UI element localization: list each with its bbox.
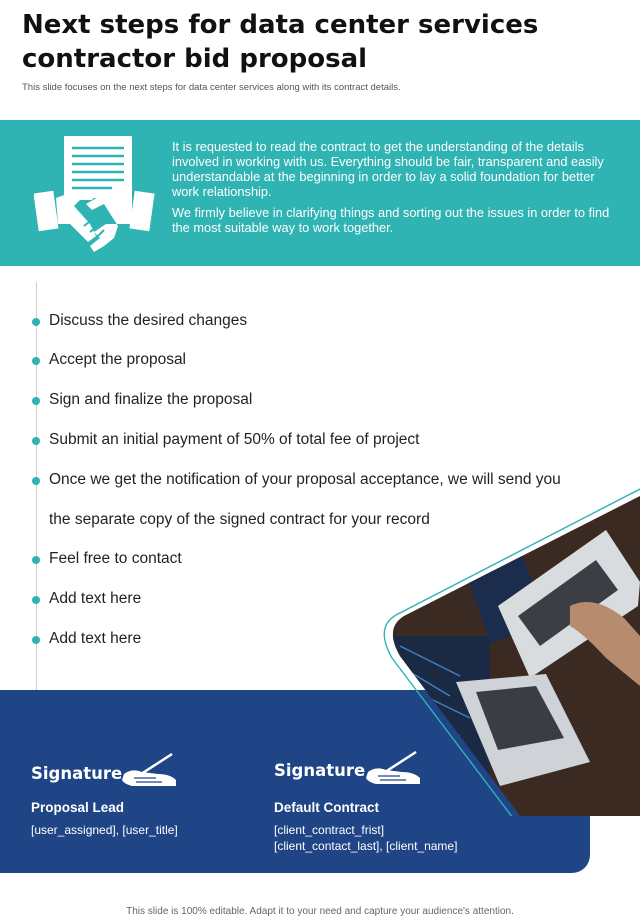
page-subtitle: This slide focuses on the next steps for data center services along with its contract details. <box>22 82 401 93</box>
contract-handshake-icon <box>34 134 156 256</box>
footer-note: This slide is 100% editable. Adapt it to your need and capture your audience's attention. <box>126 906 514 917</box>
step-text: Sign and finalize the proposal <box>49 391 253 408</box>
signer-role: Default Contract <box>274 800 380 815</box>
banner-text <box>172 139 616 241</box>
step-text: Feel free to contact <box>49 550 182 567</box>
step-text: Once we get the notification of your proposal acceptance, we will send you <box>49 471 561 488</box>
bullet-dot <box>32 437 40 445</box>
signer-name: [client_contact_last], [client_name] <box>274 839 458 853</box>
bullet-dot <box>32 357 40 365</box>
step-text: Add text here <box>49 590 142 607</box>
bullet-dot <box>32 636 40 644</box>
signer-name: [client_contract_frist] <box>274 823 385 837</box>
step-text-continued: the separate copy of the signed contract for your record <box>49 511 430 528</box>
signer-name: [user_assigned], [user_title] <box>31 823 178 837</box>
bullet-dot <box>32 318 40 326</box>
bullet-dot <box>32 397 40 405</box>
laptop-photo-image <box>380 486 640 816</box>
intro-banner <box>0 120 640 266</box>
step-text: Discuss the desired changes <box>49 312 248 329</box>
bullet-dot <box>32 477 40 485</box>
signer-role: Proposal Lead <box>31 800 125 815</box>
bullet-dot <box>32 596 40 604</box>
signing-hand-icon <box>118 752 180 788</box>
bullet-dot <box>32 556 40 564</box>
laptop-photo <box>380 486 640 816</box>
timeline-line <box>36 282 37 690</box>
signature-heading: Signature <box>31 764 123 783</box>
step-text: Submit an initial payment of 50% of total fee of project <box>49 431 420 448</box>
banner-paragraph: It is requested to read the contract to get the understanding of the details involved in working with us. Everything should be fair, transparent and easily understandable at the beginning in order to lay a solid foundation for better work relationship. <box>172 139 604 199</box>
page-title: Next steps for data center services contractor bid proposal <box>22 10 539 74</box>
step-text: Add text here <box>49 630 142 647</box>
banner-paragraph: We firmly believe in clarifying things and sorting out the issues in order to find the most suitable way to work together. <box>172 205 610 235</box>
signature-heading: Signature <box>274 761 366 780</box>
step-text: Accept the proposal <box>49 351 187 368</box>
